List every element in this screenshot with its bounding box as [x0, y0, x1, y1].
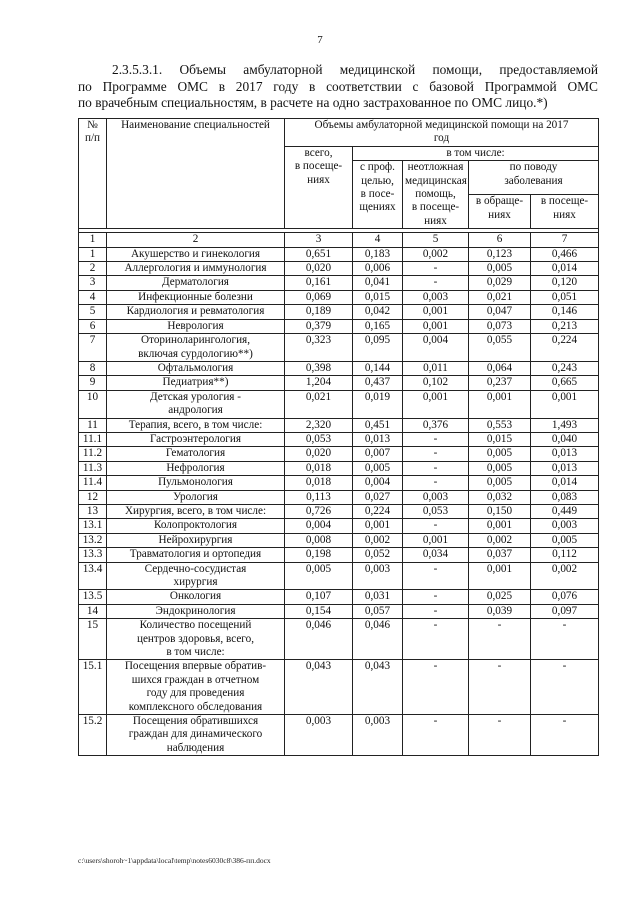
- specialty-name: Количество посещений центров здоровья, всего, в том числе:: [107, 619, 285, 660]
- value-cell: 0,005: [353, 461, 403, 475]
- row-number: 15.1: [79, 660, 107, 715]
- page-number: 7: [317, 34, 323, 46]
- value-cell: 0,004: [403, 334, 469, 362]
- table-row: [79, 447, 599, 461]
- value-cell: 0,379: [285, 319, 353, 333]
- value-cell: 0,043: [353, 660, 403, 715]
- specialty-name: Урология: [107, 490, 285, 504]
- value-cell: 0,001: [403, 533, 469, 547]
- table-row: [79, 319, 599, 333]
- value-cell: 0,154: [285, 604, 353, 618]
- value-cell: 0,046: [285, 619, 353, 660]
- row-number: 11.3: [79, 461, 107, 475]
- table-row: [79, 390, 599, 418]
- value-cell: 0,006: [353, 262, 403, 276]
- table-row: [79, 476, 599, 490]
- header-including: в том числе:: [353, 146, 599, 160]
- specialty-name: Оториноларингология, включая сурдологию**): [107, 334, 285, 362]
- file-path-footer: c:\users\shoroh~1\appdata\local\temp\notes6030c8\386-пп.docx: [78, 856, 271, 865]
- row-number: 10: [79, 390, 107, 418]
- specialty-name: Пульмонология: [107, 476, 285, 490]
- heading-line: по Программе ОМС в 2017 году в соответствии с базовой Программой ОМС: [78, 78, 598, 94]
- specialty-name: Акушерство и гинекология: [107, 247, 285, 261]
- value-cell: 0,053: [403, 504, 469, 518]
- value-cell: 0,107: [285, 590, 353, 604]
- value-cell: 0,001: [403, 319, 469, 333]
- value-cell: 0,040: [531, 432, 599, 446]
- value-cell: 0,021: [285, 390, 353, 418]
- table-row: [79, 715, 599, 756]
- value-cell: 0,001: [469, 390, 531, 418]
- table-row: [79, 290, 599, 304]
- value-cell: 0,013: [353, 432, 403, 446]
- specialty-name: Педиатрия**): [107, 376, 285, 390]
- table-row: [79, 418, 599, 432]
- value-cell: 2,320: [285, 418, 353, 432]
- value-cell: 0,005: [469, 262, 531, 276]
- table-row: [79, 334, 599, 362]
- value-cell: 0,027: [353, 490, 403, 504]
- row-number: 14: [79, 604, 107, 618]
- value-cell: -: [403, 660, 469, 715]
- value-cell: 0,053: [285, 432, 353, 446]
- specialty-name: Эндокринология: [107, 604, 285, 618]
- value-cell: 0,083: [531, 490, 599, 504]
- value-cell: 0,076: [531, 590, 599, 604]
- table-row: [79, 590, 599, 604]
- header-appeals: в обраще- ниях: [469, 195, 531, 229]
- value-cell: 0,003: [403, 490, 469, 504]
- specialty-name: Онкология: [107, 590, 285, 604]
- value-cell: 0,029: [469, 276, 531, 290]
- specialty-name: Детская урология - андрология: [107, 390, 285, 418]
- specialty-name: Посещения обратившихся граждан для динамического наблюдения: [107, 715, 285, 756]
- value-cell: 0,003: [531, 519, 599, 533]
- row-number: 5: [79, 305, 107, 319]
- header-disease: по поводу заболевания: [469, 161, 599, 195]
- value-cell: 0,113: [285, 490, 353, 504]
- value-cell: 0,042: [353, 305, 403, 319]
- value-cell: 0,376: [403, 418, 469, 432]
- row-number: 11.1: [79, 432, 107, 446]
- specialty-name: Неврология: [107, 319, 285, 333]
- heading-line: 2.3.5.3.1. Объемы амбулаторной медицинской помощи, предоставляемой: [112, 62, 598, 77]
- specialty-name: Офтальмология: [107, 361, 285, 375]
- table-row: [79, 660, 599, 715]
- value-cell: 0,437: [353, 376, 403, 390]
- value-cell: 0,123: [469, 247, 531, 261]
- value-cell: 0,398: [285, 361, 353, 375]
- table-row: [79, 432, 599, 446]
- value-cell: 0,014: [531, 476, 599, 490]
- value-cell: -: [403, 715, 469, 756]
- value-cell: 0,069: [285, 290, 353, 304]
- table-row: [79, 247, 599, 261]
- value-cell: 0,189: [285, 305, 353, 319]
- value-cell: 0,146: [531, 305, 599, 319]
- header-total: всего, в посеще- ниях: [285, 146, 353, 228]
- row-number: 12: [79, 490, 107, 504]
- value-cell: 0,005: [469, 461, 531, 475]
- row-number: 15.2: [79, 715, 107, 756]
- specialty-name: Аллергология и иммунология: [107, 262, 285, 276]
- table-row: [79, 619, 599, 660]
- value-cell: 0,052: [353, 548, 403, 562]
- section-heading: [78, 62, 598, 112]
- value-cell: 0,002: [531, 562, 599, 590]
- value-cell: 0,001: [403, 390, 469, 418]
- value-cell: 0,064: [469, 361, 531, 375]
- value-cell: -: [403, 447, 469, 461]
- value-cell: -: [531, 619, 599, 660]
- value-cell: 0,095: [353, 334, 403, 362]
- value-cell: 0,020: [285, 447, 353, 461]
- value-cell: 0,651: [285, 247, 353, 261]
- table-row: [79, 461, 599, 475]
- value-cell: 0,073: [469, 319, 531, 333]
- value-cell: 0,120: [531, 276, 599, 290]
- value-cell: 0,001: [469, 562, 531, 590]
- value-cell: 0,018: [285, 476, 353, 490]
- table-row: [79, 262, 599, 276]
- table-row: [79, 604, 599, 618]
- value-cell: -: [403, 562, 469, 590]
- specialty-name: Нефрология: [107, 461, 285, 475]
- value-cell: 0,243: [531, 361, 599, 375]
- value-cell: 0,021: [469, 290, 531, 304]
- value-cell: 0,005: [469, 447, 531, 461]
- value-cell: 0,039: [469, 604, 531, 618]
- value-cell: -: [469, 660, 531, 715]
- value-cell: 0,013: [531, 447, 599, 461]
- value-cell: 0,002: [403, 247, 469, 261]
- value-cell: -: [403, 619, 469, 660]
- value-cell: 0,057: [353, 604, 403, 618]
- table-row: [79, 562, 599, 590]
- value-cell: 0,041: [353, 276, 403, 290]
- value-cell: 0,034: [403, 548, 469, 562]
- specialty-name: Колопроктология: [107, 519, 285, 533]
- header-num: № п/п: [79, 119, 107, 229]
- row-number: 3: [79, 276, 107, 290]
- value-cell: 0,665: [531, 376, 599, 390]
- value-cell: -: [531, 715, 599, 756]
- header-prof: с проф. целью, в посе- щениях: [353, 161, 403, 229]
- row-number: 6: [79, 319, 107, 333]
- value-cell: 0,031: [353, 590, 403, 604]
- row-number: 13.3: [79, 548, 107, 562]
- value-cell: -: [403, 519, 469, 533]
- value-cell: 0,001: [531, 390, 599, 418]
- table-row: [79, 305, 599, 319]
- row-number: 13.2: [79, 533, 107, 547]
- table-row: [79, 490, 599, 504]
- value-cell: -: [531, 660, 599, 715]
- value-cell: 0,183: [353, 247, 403, 261]
- value-cell: 0,013: [531, 461, 599, 475]
- value-cell: -: [403, 476, 469, 490]
- value-cell: 0,043: [285, 660, 353, 715]
- header-name: Наименование специальностей: [107, 119, 285, 229]
- value-cell: 0,011: [403, 361, 469, 375]
- row-number: 13.1: [79, 519, 107, 533]
- row-number: 1: [79, 247, 107, 261]
- value-cell: 0,005: [531, 533, 599, 547]
- value-cell: 0,726: [285, 504, 353, 518]
- value-cell: 0,224: [353, 504, 403, 518]
- value-cell: 0,005: [285, 562, 353, 590]
- table-row: [79, 504, 599, 518]
- row-number: 4: [79, 290, 107, 304]
- value-cell: 0,002: [469, 533, 531, 547]
- table-row: [79, 548, 599, 562]
- value-cell: 0,014: [531, 262, 599, 276]
- specialty-name: Хирургия, всего, в том числе:: [107, 504, 285, 518]
- header-group: Объемы амбулаторной медицинской помощи на 2017 год: [285, 119, 599, 147]
- value-cell: -: [469, 619, 531, 660]
- value-cell: 0,323: [285, 334, 353, 362]
- value-cell: 0,004: [285, 519, 353, 533]
- specialty-name: Травматология и ортопедия: [107, 548, 285, 562]
- value-cell: 0,055: [469, 334, 531, 362]
- specialty-name: Гастроэнтерология: [107, 432, 285, 446]
- specialty-name: Терапия, всего, в том числе:: [107, 418, 285, 432]
- value-cell: 0,213: [531, 319, 599, 333]
- specialty-name: Посещения впервые обратив- шихся граждан в отчетном году для проведения комплексного обследования: [107, 660, 285, 715]
- value-cell: -: [403, 276, 469, 290]
- row-number: 13.4: [79, 562, 107, 590]
- value-cell: 0,198: [285, 548, 353, 562]
- heading-line: по врачебным специальностям, в расчете на одно застрахованное по ОМС лицо.*): [78, 95, 548, 110]
- value-cell: 0,046: [353, 619, 403, 660]
- row-number: 9: [79, 376, 107, 390]
- value-cell: 0,047: [469, 305, 531, 319]
- specialty-name: Кардиология и ревматология: [107, 305, 285, 319]
- value-cell: 0,150: [469, 504, 531, 518]
- value-cell: 0,001: [469, 519, 531, 533]
- value-cell: 1,493: [531, 418, 599, 432]
- table-row: [79, 276, 599, 290]
- value-cell: 0,001: [353, 519, 403, 533]
- specialty-name: Сердечно-сосудистая хирургия: [107, 562, 285, 590]
- value-cell: 0,112: [531, 548, 599, 562]
- header-visits: в посеще- ниях: [531, 195, 599, 229]
- specialty-name: Нейрохирургия: [107, 533, 285, 547]
- row-number: 11: [79, 418, 107, 432]
- value-cell: 0,466: [531, 247, 599, 261]
- value-cell: -: [403, 262, 469, 276]
- row-number: 7: [79, 334, 107, 362]
- column-number-row: 1 2 3 4 5 6 7: [79, 233, 599, 247]
- value-cell: 0,032: [469, 490, 531, 504]
- value-cell: -: [403, 461, 469, 475]
- value-cell: 0,004: [353, 476, 403, 490]
- row-number: 8: [79, 361, 107, 375]
- value-cell: 0,003: [353, 562, 403, 590]
- specialty-name: Инфекционные болезни: [107, 290, 285, 304]
- value-cell: 0,144: [353, 361, 403, 375]
- value-cell: 0,008: [285, 533, 353, 547]
- value-cell: 0,003: [285, 715, 353, 756]
- specialty-name: Дерматология: [107, 276, 285, 290]
- table-row: [79, 519, 599, 533]
- value-cell: -: [403, 604, 469, 618]
- specialty-name: Гематология: [107, 447, 285, 461]
- row-number: 13.5: [79, 590, 107, 604]
- value-cell: 0,007: [353, 447, 403, 461]
- table-row: [79, 533, 599, 547]
- value-cell: 0,015: [469, 432, 531, 446]
- value-cell: 0,037: [469, 548, 531, 562]
- row-number: 13: [79, 504, 107, 518]
- value-cell: 0,003: [353, 715, 403, 756]
- value-cell: 0,161: [285, 276, 353, 290]
- value-cell: 0,005: [469, 476, 531, 490]
- row-number: 11.2: [79, 447, 107, 461]
- row-number: 2: [79, 262, 107, 276]
- row-number: 15: [79, 619, 107, 660]
- value-cell: 0,224: [531, 334, 599, 362]
- value-cell: -: [469, 715, 531, 756]
- value-cell: 0,553: [469, 418, 531, 432]
- value-cell: -: [403, 590, 469, 604]
- value-cell: 0,025: [469, 590, 531, 604]
- header-urgent: неотложная медицинская помощь, в посеще- ниях: [403, 161, 469, 229]
- value-cell: 0,102: [403, 376, 469, 390]
- value-cell: 0,018: [285, 461, 353, 475]
- value-cell: 0,237: [469, 376, 531, 390]
- value-cell: 0,020: [285, 262, 353, 276]
- value-cell: 0,051: [531, 290, 599, 304]
- table-row: [79, 361, 599, 375]
- volumes-table: [78, 118, 599, 756]
- value-cell: 1,204: [285, 376, 353, 390]
- row-number: 11.4: [79, 476, 107, 490]
- value-cell: 0,002: [353, 533, 403, 547]
- value-cell: 0,449: [531, 504, 599, 518]
- value-cell: 0,097: [531, 604, 599, 618]
- value-cell: 0,451: [353, 418, 403, 432]
- value-cell: 0,019: [353, 390, 403, 418]
- value-cell: 0,001: [403, 305, 469, 319]
- value-cell: 0,015: [353, 290, 403, 304]
- value-cell: 0,003: [403, 290, 469, 304]
- table-row: [79, 376, 599, 390]
- value-cell: 0,165: [353, 319, 403, 333]
- value-cell: -: [403, 432, 469, 446]
